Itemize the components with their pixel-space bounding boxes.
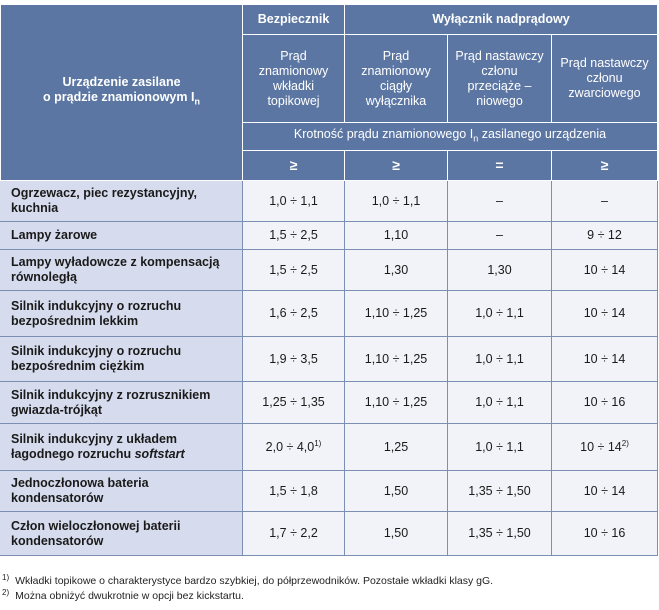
footnote-mark: 1) bbox=[2, 572, 10, 582]
cell-fuse: 1,5 ÷ 2,5 bbox=[243, 222, 345, 250]
cell-fuse bbox=[243, 424, 345, 471]
multiple-label: Krotność prądu znamionowego I bbox=[293, 126, 474, 141]
footnotes bbox=[2, 574, 657, 604]
symbol-col3: = bbox=[448, 151, 552, 181]
footnote-text: Wkładki topikowe o charakterystyce bardzo szybkiej, do półprzewodników. Pozostałe wkładki klasy gG. bbox=[15, 575, 494, 587]
row-label: Lampy wyładowcze z kompensacją równoległą bbox=[1, 250, 243, 291]
footnote-text: Można obniżyć dwukrotnie w opcji bez kickstartu. bbox=[15, 590, 244, 602]
col-fuse-current-header: Prąd znamionowy wkładki topikowej bbox=[243, 35, 345, 123]
row-label: Silnik indukcyjny z rozrusznikiem gwiazda-trójkąt bbox=[1, 382, 243, 424]
cell-breaker: 1,10 ÷ 1,25 bbox=[345, 337, 448, 382]
cell-short-circuit: 10 ÷ 16 bbox=[552, 512, 658, 556]
cell-breaker: 1,10 ÷ 1,25 bbox=[345, 291, 448, 337]
row-label: Lampy żarowe bbox=[1, 222, 243, 250]
footnote-2 bbox=[2, 589, 657, 604]
table-row bbox=[1, 382, 658, 424]
table-row bbox=[1, 512, 658, 556]
device-label-line1: Urządzenie zasilane bbox=[62, 75, 181, 90]
col-overload-setting-header: Prąd nastawczy członu przeciąże – niowego bbox=[448, 35, 552, 123]
footnote-ref-1: 1) bbox=[314, 438, 322, 448]
group-breaker-header: Wyłącznik nadprądowy bbox=[345, 5, 658, 35]
device-label-line2: o prądzie znamionowym I bbox=[43, 90, 195, 105]
row-label: Człon wieloczłonowej baterii kondensatorów bbox=[1, 512, 243, 556]
table-row bbox=[1, 222, 658, 250]
cell-short-circuit: 10 ÷ 14 bbox=[552, 471, 658, 512]
cell-fuse bbox=[243, 181, 345, 222]
row-label: Ogrzewacz, piec rezystancyjny, kuchnia bbox=[1, 181, 243, 222]
table-row bbox=[1, 471, 658, 512]
cell-breaker: 1,30 bbox=[345, 250, 448, 291]
cell-short-circuit-value: 10 ÷ 14 bbox=[580, 439, 622, 454]
cell-short-circuit: – bbox=[552, 181, 658, 222]
col-short-circuit-setting-header: Prąd nastawczy członu zwarciowego bbox=[552, 35, 658, 123]
cell-overload: – bbox=[448, 222, 552, 250]
cell-short-circuit: 10 ÷ 14 bbox=[552, 291, 658, 337]
footnote-1 bbox=[2, 574, 657, 589]
symbol-col4: ≥ bbox=[552, 151, 658, 181]
cell-overload: – bbox=[448, 181, 552, 222]
cell-breaker: 1,50 bbox=[345, 471, 448, 512]
cell-overload: 1,30 bbox=[448, 250, 552, 291]
cell-overload: 1,0 ÷ 1,1 bbox=[448, 337, 552, 382]
multiple-label-tail: zasilanego urządzenia bbox=[478, 126, 607, 141]
cell-overload: 1,0 ÷ 1,1 bbox=[448, 291, 552, 337]
cell-fuse: 1,5 ÷ 2,5 bbox=[243, 250, 345, 291]
multiple-header bbox=[243, 123, 658, 151]
table-row bbox=[1, 424, 658, 471]
cell-fuse: 1,25 ÷ 1,35 bbox=[243, 382, 345, 424]
device-label-sub: n bbox=[194, 96, 200, 107]
cell-breaker: 1,25 bbox=[345, 424, 448, 471]
cell-breaker: 1,10 ÷ 1,25 bbox=[345, 382, 448, 424]
cell-overload: 1,0 ÷ 1,1 bbox=[448, 424, 552, 471]
footnote-ref-2: 2) bbox=[621, 438, 629, 448]
table-row bbox=[1, 250, 658, 291]
cell-overload: 1,35 ÷ 1,50 bbox=[448, 512, 552, 556]
cell-breaker: 1,0 ÷ 1,1 bbox=[345, 181, 448, 222]
cell-fuse: 1,9 ÷ 3,5 bbox=[243, 337, 345, 382]
row-label: Silnik indukcyjny o rozruchu bezpośrednim lekkim bbox=[1, 291, 243, 337]
cell-breaker: 1,50 bbox=[345, 512, 448, 556]
cell-fuse: 1,7 ÷ 2,2 bbox=[243, 512, 345, 556]
protection-table bbox=[0, 4, 658, 556]
row-label: Silnik indukcyjny o rozruchu bezpośrednim ciężkim bbox=[1, 337, 243, 382]
multiple-sub: n bbox=[473, 133, 479, 144]
cell-fuse-value: 1,0 ÷ 1,1 bbox=[269, 193, 318, 208]
cell-fuse: 1,5 ÷ 1,8 bbox=[243, 471, 345, 512]
row-label-text: Silnik indukcyjny z układem łagodnego rozruchu bbox=[11, 432, 178, 461]
footnote-mark: 2) bbox=[2, 587, 10, 597]
symbol-col2: ≥ bbox=[345, 151, 448, 181]
row-label bbox=[1, 424, 243, 471]
cell-short-circuit: 10 ÷ 16 bbox=[552, 382, 658, 424]
row-label-italic: softstart bbox=[134, 447, 185, 461]
cell-overload: 1,35 ÷ 1,50 bbox=[448, 471, 552, 512]
cell-short-circuit bbox=[552, 424, 658, 471]
cell-short-circuit: 10 ÷ 14 bbox=[552, 250, 658, 291]
row-label: Jednoczłonowa bateria kondensatorów bbox=[1, 471, 243, 512]
table-row bbox=[1, 337, 658, 382]
cell-short-circuit: 9 ÷ 12 bbox=[552, 222, 658, 250]
symbol-col1: ≥ bbox=[243, 151, 345, 181]
cell-breaker: 1,10 bbox=[345, 222, 448, 250]
cell-fuse: 1,6 ÷ 2,5 bbox=[243, 291, 345, 337]
cell-short-circuit: 10 ÷ 14 bbox=[552, 337, 658, 382]
device-column-header bbox=[1, 5, 243, 181]
table-row bbox=[1, 291, 658, 337]
table-row bbox=[1, 181, 658, 222]
group-fuse-header: Bezpiecznik bbox=[243, 5, 345, 35]
cell-overload: 1,0 ÷ 1,1 bbox=[448, 382, 552, 424]
col-breaker-current-header: Prąd znamionowy ciągły wyłącznika bbox=[345, 35, 448, 123]
cell-fuse-value: 2,0 ÷ 4,0 bbox=[265, 439, 315, 454]
